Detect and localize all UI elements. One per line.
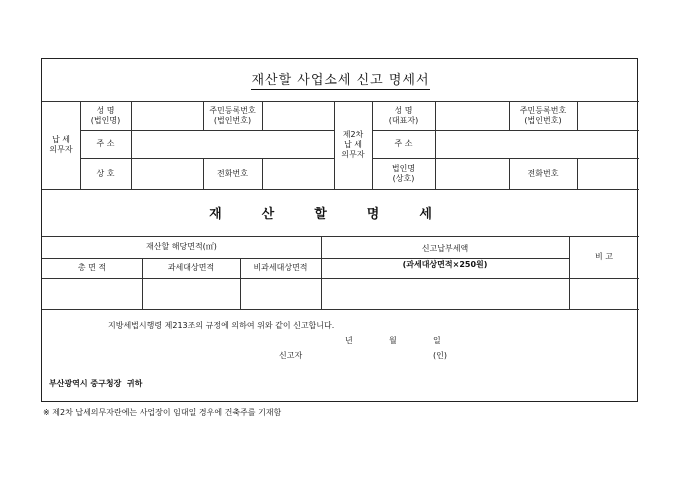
remarks-header: 비 고 xyxy=(595,252,613,261)
declaration-statement: 지방세법시행령 제213조의 규정에 의하여 위와 같이 신고합니다. xyxy=(108,321,335,330)
secondary-name-field[interactable] xyxy=(435,101,509,130)
tax-amount-cell[interactable] xyxy=(321,278,569,309)
declarant-label: 신고자 xyxy=(279,351,303,360)
addressee: 부산광역시 중구청장 귀하 xyxy=(49,379,143,388)
secondary-id-field[interactable] xyxy=(577,101,639,130)
taxpayer-group-label: 납 세 의무자 xyxy=(49,135,73,154)
taxpayer-name-label: 성 명 (법인명) xyxy=(90,105,121,125)
section-title: 재산할명세 xyxy=(209,207,472,222)
date-month: 월 xyxy=(389,336,397,345)
secondary-address-field[interactable] xyxy=(435,130,639,158)
secondary-corp-label: 법인명 (상호) xyxy=(391,163,416,183)
date-year: 년 xyxy=(345,336,353,345)
taxpayer-name-field[interactable] xyxy=(131,101,203,130)
taxpayer-address-label: 주 소 xyxy=(96,139,115,148)
taxpayer-trade-field[interactable] xyxy=(131,158,203,189)
secondary-corp-field[interactable] xyxy=(435,158,509,189)
nontaxable-area-cell[interactable] xyxy=(240,278,321,309)
total-area-header: 총 면 적 xyxy=(77,263,107,272)
secondary-name-label: 성 명 (대표자) xyxy=(388,105,419,125)
secondary-id-label: 주민등록번호 (법인번호) xyxy=(519,105,567,125)
total-area-cell[interactable] xyxy=(42,278,142,309)
taxpayer-phone-label: 전화번호 xyxy=(217,168,248,178)
remarks-cell[interactable] xyxy=(569,278,639,309)
form-title: 재산할 사업소세 신고 명세서 xyxy=(251,73,430,88)
tax-header: 신고납부세액 (과세대상면적×250원) xyxy=(402,244,488,269)
secondary-phone-field[interactable] xyxy=(577,158,639,189)
taxpayer-address-field[interactable] xyxy=(131,130,334,158)
taxpayer-id-field[interactable] xyxy=(262,101,334,130)
taxpayer-trade-label: 상 호 xyxy=(96,168,115,178)
taxable-area-header: 과세대상면적 xyxy=(167,263,215,272)
nontaxable-area-header: 비과세대상면적 xyxy=(253,263,308,272)
date-day: 일 xyxy=(433,336,441,345)
footnote: ※ 제2차 납세의무자란에는 사업장이 임대일 경우에 건축주를 기재함 xyxy=(43,408,282,417)
secondary-address-label: 주 소 xyxy=(394,139,413,148)
taxable-area-cell[interactable] xyxy=(142,278,240,309)
form-frame xyxy=(41,58,638,402)
taxpayer-id-label: 주민등록번호 (법인번호) xyxy=(209,105,256,125)
taxpayer-phone-field[interactable] xyxy=(262,158,334,189)
seal-mark: (인) xyxy=(433,351,447,360)
area-header: 재산할 해당면적(㎡) xyxy=(146,242,217,251)
secondary-phone-label: 전화번호 xyxy=(527,168,559,178)
secondary-group-label: 제2차 납 세 의무자 xyxy=(341,130,365,159)
